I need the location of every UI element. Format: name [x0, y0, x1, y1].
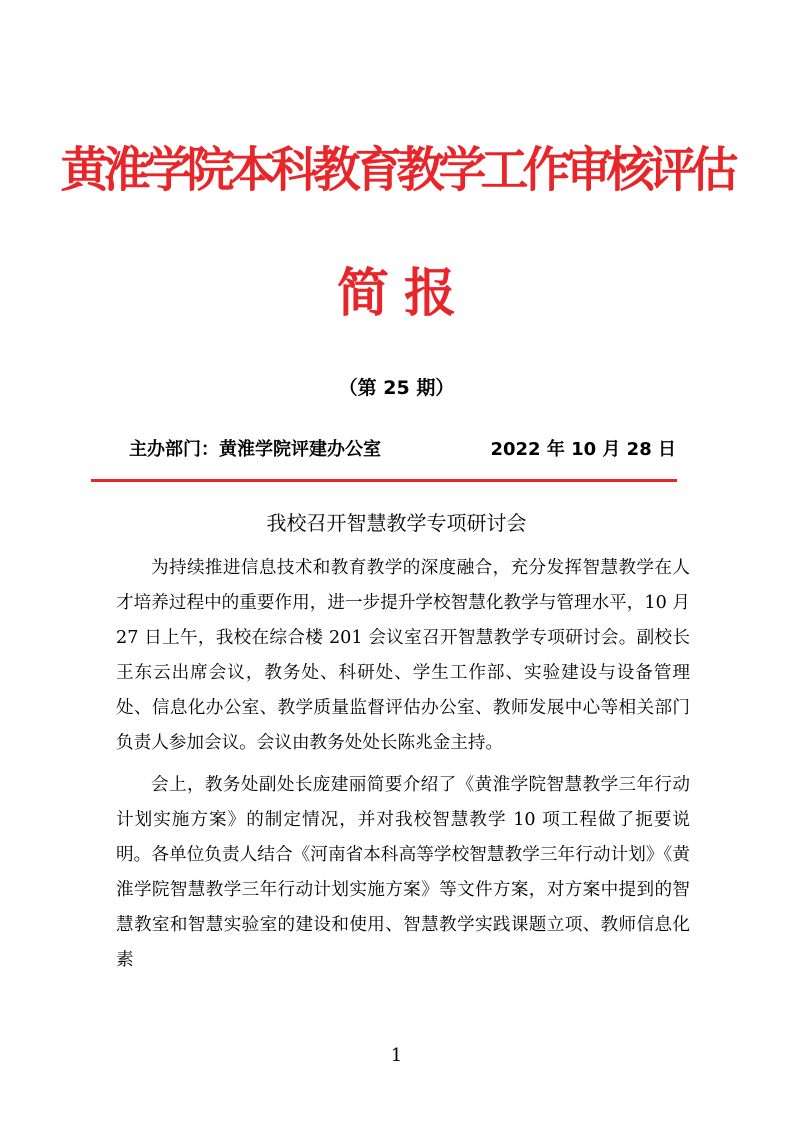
- bulletin-subtitle-char-jian: 简: [337, 264, 390, 324]
- page-number: 1: [390, 1045, 403, 1066]
- sponsor-department: 主办部门：黄淮学院评建办公室: [129, 439, 381, 460]
- issue-date: 2022 年 10 月 28 日: [490, 439, 676, 460]
- article-body: [116, 551, 690, 985]
- article-paragraph: 为持续推进信息技术和教育教学的深度融合，充分发挥智慧教学在人才培养过程中的重要作用，进一步提升学校智慧化教学与管理水平，10 月 27 日上午，我校在综合楼 201 会议室召开智慧教学专项研讨会。副校长王东云出席会议，教务处、科研处、学生工作部、实验建设与设备管理处、信息化办公室、教学质量监督评估办公室、教师发展中心等相关部门负责人参加会议。会议由教务处处长陈兆金主持。: [116, 558, 690, 753]
- article-title: 我校召开智慧教学专项研讨会: [266, 511, 527, 535]
- article-paragraph: 会上，教务处副处长庞建丽简要介绍了《黄淮学院智慧教学三年行动计划实施方案》的制定情况，并对我校智慧教学 10 项工程做了扼要说明。各单位负责人结合《河南省本科高等学校智慧教学三年行动计划》《黄淮学院智慧教学三年行动计划实施方案》等文件方案，对方案中提到的智慧教室和智慧实验室的建设和使用、智慧教学实践课题立项、教师信息化素: [116, 775, 690, 970]
- bulletin-masthead-title: 黄淮学院本科教育教学工作审核评估: [60, 142, 733, 198]
- bulletin-subtitle-char-bao: 报: [404, 264, 457, 324]
- masthead-divider-rule: [91, 479, 677, 482]
- issue-number: （第 25 期）: [338, 377, 455, 399]
